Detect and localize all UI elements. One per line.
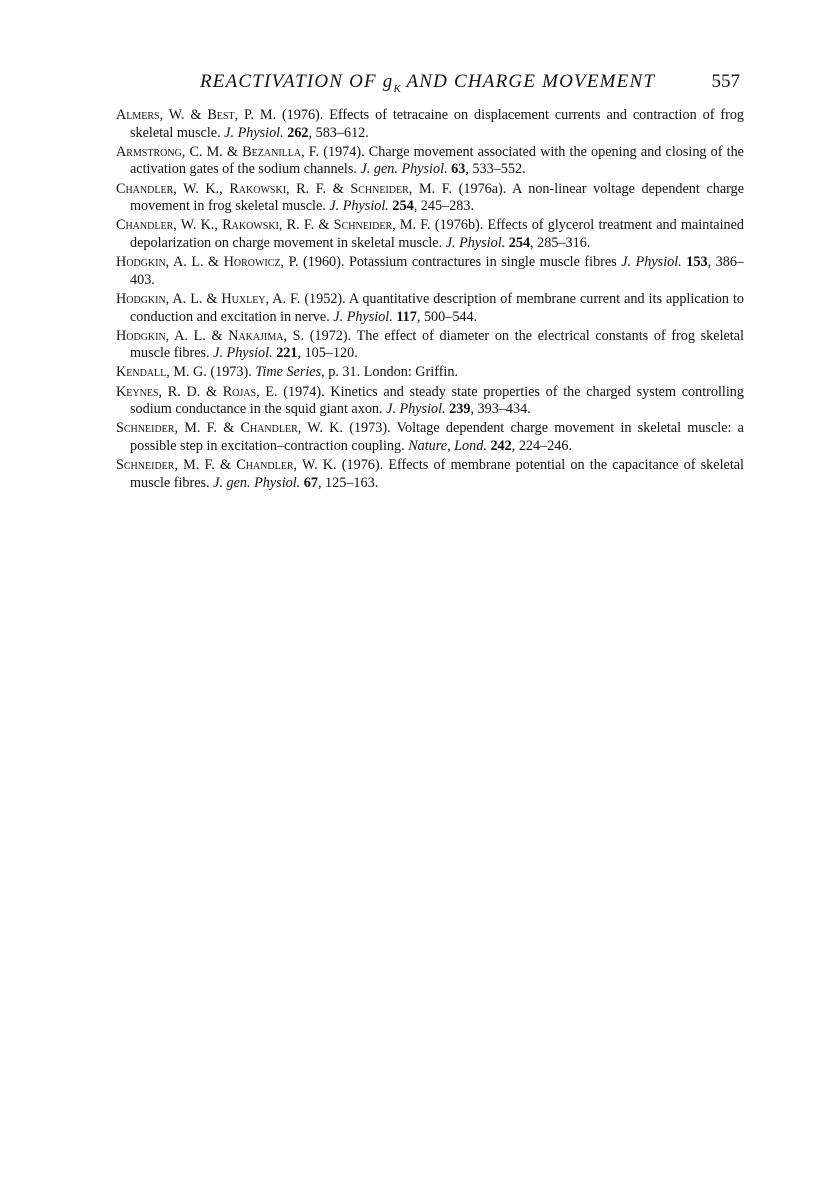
- reference-item: [116, 420, 744, 455]
- reference-pages: , 500–544.: [416, 308, 478, 325]
- reference-pages: , 245–283.: [413, 198, 474, 215]
- reference-pages: , p. 31. London: Griffin.: [321, 364, 458, 381]
- reference-item: [116, 291, 744, 326]
- reference-item: [116, 457, 744, 492]
- reference-list: [116, 107, 744, 494]
- reference-authors: Kendall, M. G.: [116, 364, 207, 381]
- reference-journal: J. Physiol.: [386, 401, 446, 418]
- page-number: 557: [711, 71, 740, 92]
- reference-year: (1974).: [277, 383, 331, 400]
- reference-item: [116, 181, 744, 216]
- reference-journal: J. Physiol.: [621, 254, 682, 271]
- reference-authors: Chandler, W. K., Rakowski, R. F. & Schneider, M. F.: [116, 180, 453, 197]
- reference-volume: 254: [388, 198, 414, 215]
- reference-year: (1974).: [319, 143, 369, 160]
- reference-year: (1973).: [342, 420, 397, 437]
- running-title-rest: AND CHARGE MOVEMENT: [400, 71, 656, 92]
- reference-book-title: Time Series: [255, 364, 322, 381]
- reference-journal: J. Physiol.: [224, 124, 284, 141]
- reference-item: [116, 107, 744, 142]
- reference-title: Effects of membrane potential on the capacitance of skeletal muscle fibres.: [130, 457, 744, 491]
- running-title-main: REACTIVATION OF g: [200, 71, 394, 92]
- reference-year: (1972).: [304, 327, 357, 344]
- reference-title: Kinetics and steady state properties of the charged system controlling sodium conductance in the squid giant axon.: [130, 383, 744, 418]
- reference-journal: Nature, Lond.: [408, 438, 487, 455]
- reference-journal: J. Physiol.: [333, 308, 393, 325]
- reference-item: [116, 328, 744, 363]
- reference-year: (1976).: [336, 457, 389, 474]
- reference-item: [116, 364, 744, 382]
- reference-title: A non-linear voltage dependent charge movement in frog skeletal muscle.: [130, 180, 744, 215]
- reference-item: [116, 217, 744, 252]
- reference-pages: , 533–552.: [465, 161, 526, 178]
- reference-authors: Armstrong, C. M. & Bezanilla, F.: [116, 143, 320, 160]
- reference-year: (1973).: [206, 364, 256, 381]
- reference-volume: 63: [447, 161, 466, 178]
- reference-pages: , 386–403.: [130, 254, 745, 288]
- reference-pages: , 125–163.: [317, 474, 379, 491]
- reference-pages: , 393–434.: [470, 401, 531, 418]
- reference-journal: J. gen. Physiol.: [360, 161, 448, 178]
- reference-authors: Hodgkin, A. L. & Huxley, A. F.: [116, 290, 301, 307]
- reference-year: (1976b).: [430, 217, 488, 234]
- reference-item: [116, 144, 744, 179]
- reference-title: The effect of diameter on the electrical constants of frog skeletal muscle fibres.: [130, 327, 744, 362]
- reference-year: (1960).: [298, 254, 349, 271]
- reference-title: A quantitative description of membrane current and its application to conduction and excitation in nerve.: [130, 290, 744, 325]
- reference-pages: , 224–246.: [511, 438, 573, 455]
- reference-volume: 254: [505, 234, 531, 251]
- reference-authors: Chandler, W. K., Rakowski, R. F. & Schneider, M. F.: [116, 217, 431, 234]
- reference-year: (1976).: [276, 107, 330, 123]
- reference-volume: 242: [486, 438, 512, 455]
- reference-title: Voltage dependent charge movement in skeletal muscle: a possible step in excitation–contraction coupling.: [130, 420, 744, 455]
- reference-authors: Hodgkin, A. L. & Nakajima, S.: [116, 327, 305, 344]
- reference-authors: Schneider, M. F. & Chandler, W. K.: [116, 420, 343, 437]
- reference-title: Charge movement associated with the opening and closing of the activation gates of the sodium channels.: [130, 143, 744, 178]
- reference-authors: Almers, W. & Best, P. M.: [116, 107, 277, 123]
- reference-journal: J. Physiol.: [329, 198, 389, 215]
- running-title-subscript: K: [393, 82, 401, 95]
- reference-volume: 117: [392, 308, 417, 325]
- reference-authors: Hodgkin, A. L. & Horowicz, P.: [116, 254, 299, 271]
- running-title: [200, 71, 655, 95]
- reference-title: Effects of glycerol treatment and maintained depolarization on charge movement in skeletal muscle.: [130, 217, 745, 251]
- reference-authors: Schneider, M. F. & Chandler, W. K.: [116, 457, 337, 474]
- reference-title: Effects of tetracaine on displacement currents and contraction of frog skeletal muscle.: [130, 107, 745, 141]
- reference-journal: J. Physiol.: [445, 234, 506, 251]
- reference-volume: 153: [681, 254, 708, 271]
- reference-volume: 67: [300, 474, 318, 491]
- reference-pages: , 105–120.: [297, 345, 358, 362]
- reference-year: (1952).: [300, 290, 349, 307]
- reference-year: (1976a).: [452, 180, 513, 197]
- reference-pages: , 285–316.: [530, 234, 591, 251]
- reference-journal: J. Physiol.: [213, 345, 273, 362]
- reference-volume: 239: [445, 401, 471, 418]
- reference-journal: J. gen. Physiol.: [213, 474, 301, 491]
- reference-volume: 221: [272, 345, 298, 362]
- reference-authors: Keynes, R. D. & Rojas, E.: [116, 383, 278, 400]
- reference-item: [116, 384, 744, 419]
- reference-pages: , 583–612.: [308, 124, 369, 141]
- reference-item: [116, 254, 744, 289]
- reference-volume: 262: [283, 124, 309, 141]
- running-header: [200, 71, 740, 97]
- reference-title: Potassium contractures in single muscle fibres: [348, 254, 622, 271]
